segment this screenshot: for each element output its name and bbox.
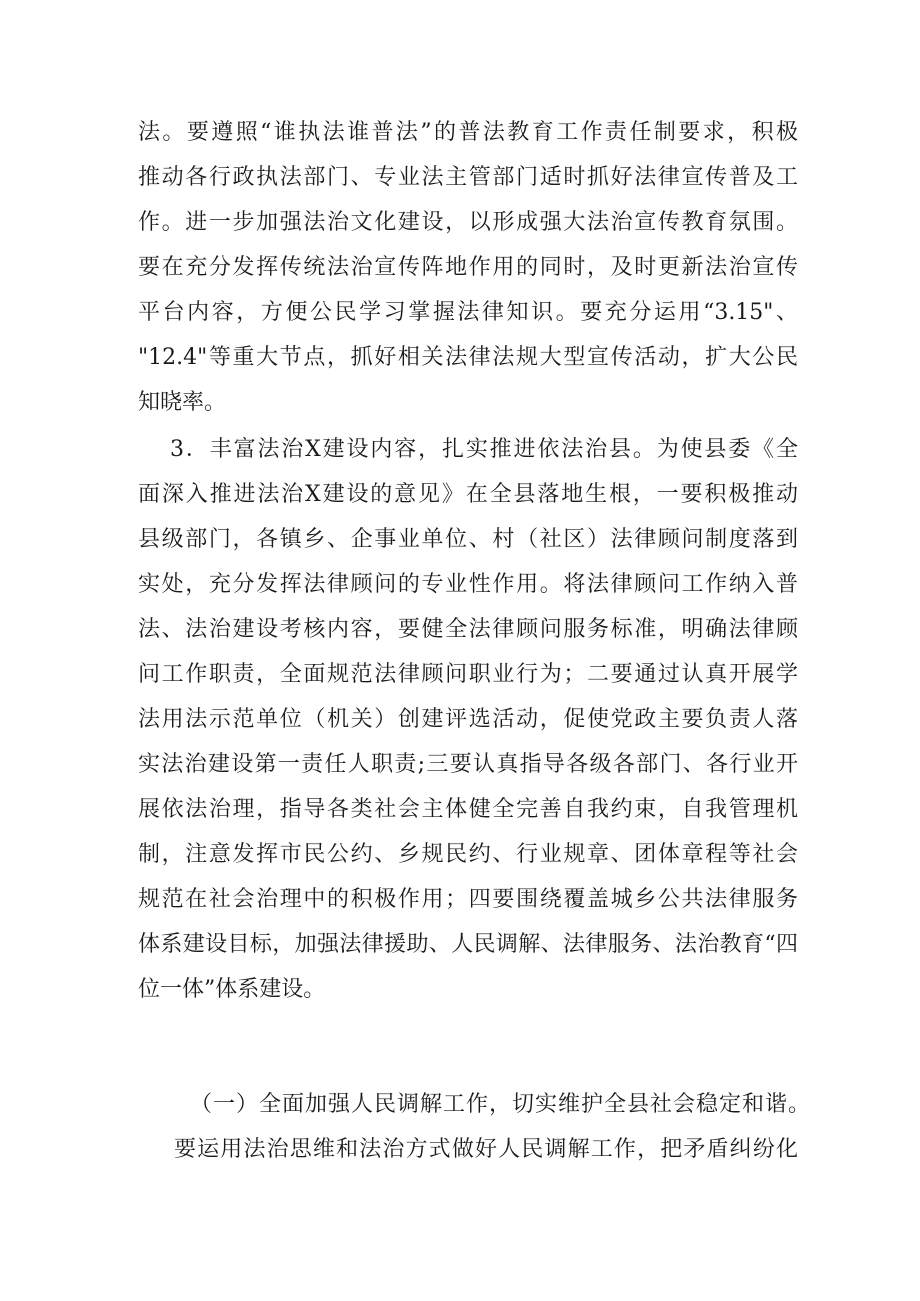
paragraph-line: 法。要遵照“谁执法谁普法”的普法教育工作责任制要求，积极 xyxy=(138,120,798,145)
paragraph-line: "12.4"等重大节点，抓好相关法律法规大型宣传活动，扩大公民 xyxy=(138,345,798,370)
paragraph-line: 法、法治建设考核内容，要健全法律顾问服务标准，明确法律顾 xyxy=(138,617,798,642)
paragraph-line: 实法治建设第一责任人职责;三要认真指导各级各部门、各行业开 xyxy=(138,752,798,777)
paragraph-line: 推动各行政执法部门、专业法主管部门适时抓好法律宣传普及工 xyxy=(138,165,798,190)
paragraph-line: 县级部门，各镇乡、企事业单位、村（社区）法律顾问制度落到 xyxy=(138,527,798,552)
paragraph-line: 平台内容，方便公民学习掌握法律知识。要充分运用“3.15"、 xyxy=(138,300,798,325)
paragraph-line: 知晓率。 xyxy=(138,390,227,415)
paragraph-line: 体系建设目标，加强法律援助、人民调解、法律服务、法治教育“四 xyxy=(138,932,798,957)
paragraph-line: 位一体”体系建设。 xyxy=(138,977,326,1002)
paragraph-line: 面深入推进法治X建设的意见》在全县落地生根，一要积极推动 xyxy=(138,482,798,507)
section-heading-line: 3．丰富法治X建设内容，扎实推进依法治县。为使县委《全 xyxy=(170,437,798,462)
paragraph-line: 作。进一步加强法治文化建设，以形成强大法治宣传教育氛围。 xyxy=(138,210,798,235)
paragraph-line: 制，注意发挥市民公约、乡规民约、行业规章、团体章程等社会 xyxy=(138,842,798,867)
paragraph-line: 规范在社会治理中的积极作用；四要围绕覆盖城乡公共法律服务 xyxy=(138,887,798,912)
paragraph-line: 实处，充分发挥法律顾问的专业性作用。将法律顾问工作纳入普 xyxy=(138,572,798,597)
paragraph-line: 要在充分发挥传统法治宣传阵地作用的同时，及时更新法治宣传 xyxy=(138,255,798,280)
subsection-heading-line: （一）全面加强人民调解工作，切实维护全县社会稳定和谐。 xyxy=(190,1092,810,1117)
paragraph-line: 问工作职责，全面规范法律顾问职业行为；二要通过认真开展学 xyxy=(138,662,798,687)
paragraph-line: 法用法示范单位（机关）创建评选活动，促使党政主要负责人落 xyxy=(138,707,798,732)
paragraph-line: 展依法治理，指导各类社会主体健全完善自我约束，自我管理机 xyxy=(138,797,798,822)
paragraph-line: 要运用法治思维和法治方式做好人民调解工作，把矛盾纠纷化 xyxy=(174,1137,798,1162)
